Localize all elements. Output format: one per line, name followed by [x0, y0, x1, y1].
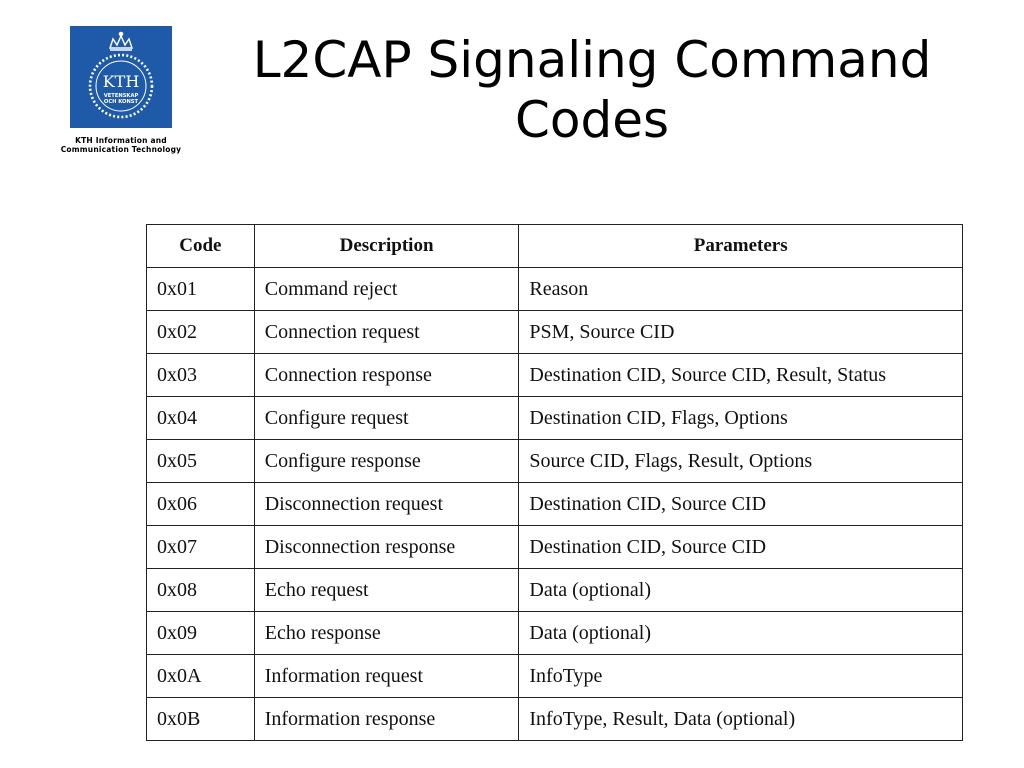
cell-code: 0x08 [147, 569, 255, 612]
cell-parameters: Data (optional) [519, 612, 963, 655]
cell-description: Configure request [254, 397, 519, 440]
logo-caption-line2: Communication Technology [60, 145, 182, 154]
table-row [147, 483, 963, 526]
kth-logo [70, 26, 172, 128]
cell-parameters: PSM, Source CID [519, 311, 963, 354]
kth-crest-icon [70, 26, 172, 128]
table-row [147, 655, 963, 698]
cell-parameters: Destination CID, Source CID, Result, Status [519, 354, 963, 397]
kth-subtext-line1: VETENSKAP [103, 93, 139, 99]
cell-parameters: InfoType, Result, Data (optional) [519, 698, 963, 741]
slide-title-line1: L2CAP Signaling Command [252, 31, 932, 89]
kth-subtext-line2: OCH KONST [103, 99, 139, 105]
cell-code: 0x0A [147, 655, 255, 698]
cell-description: Disconnection request [254, 483, 519, 526]
header-parameters: Parameters [519, 225, 963, 268]
cell-description: Information request [254, 655, 519, 698]
cell-parameters: InfoType [519, 655, 963, 698]
header-description: Description [254, 225, 519, 268]
table-header-row [147, 225, 963, 268]
cell-code: 0x02 [147, 311, 255, 354]
slide-title [220, 30, 964, 150]
cell-parameters: Source CID, Flags, Result, Options [519, 440, 963, 483]
table-row [147, 440, 963, 483]
header-code: Code [147, 225, 255, 268]
cell-description: Information response [254, 698, 519, 741]
logo-caption-line1: KTH Information and [75, 136, 167, 145]
table-row [147, 698, 963, 741]
kth-wordmark: KTH [102, 72, 140, 91]
cell-parameters: Reason [519, 268, 963, 311]
cell-parameters: Destination CID, Flags, Options [519, 397, 963, 440]
cell-description: Command reject [254, 268, 519, 311]
table-row [147, 612, 963, 655]
cell-code: 0x04 [147, 397, 255, 440]
kth-logo-block [48, 26, 194, 154]
cell-description: Configure response [254, 440, 519, 483]
cell-parameters: Destination CID, Source CID [519, 483, 963, 526]
cell-description: Connection request [254, 311, 519, 354]
table-row [147, 526, 963, 569]
table-row [147, 311, 963, 354]
cell-description: Echo request [254, 569, 519, 612]
cell-description: Connection response [254, 354, 519, 397]
cell-code: 0x07 [147, 526, 255, 569]
cell-parameters: Data (optional) [519, 569, 963, 612]
slide-title-line2: Codes [514, 91, 670, 149]
cell-code: 0x05 [147, 440, 255, 483]
cell-code: 0x06 [147, 483, 255, 526]
table-row [147, 268, 963, 311]
command-codes-table [146, 224, 963, 741]
table-row [147, 397, 963, 440]
table-row [147, 569, 963, 612]
cell-code: 0x0B [147, 698, 255, 741]
table-row [147, 354, 963, 397]
cell-code: 0x09 [147, 612, 255, 655]
cell-description: Disconnection response [254, 526, 519, 569]
cell-parameters: Destination CID, Source CID [519, 526, 963, 569]
logo-caption [48, 136, 194, 154]
cell-code: 0x03 [147, 354, 255, 397]
cell-description: Echo response [254, 612, 519, 655]
cell-code: 0x01 [147, 268, 255, 311]
